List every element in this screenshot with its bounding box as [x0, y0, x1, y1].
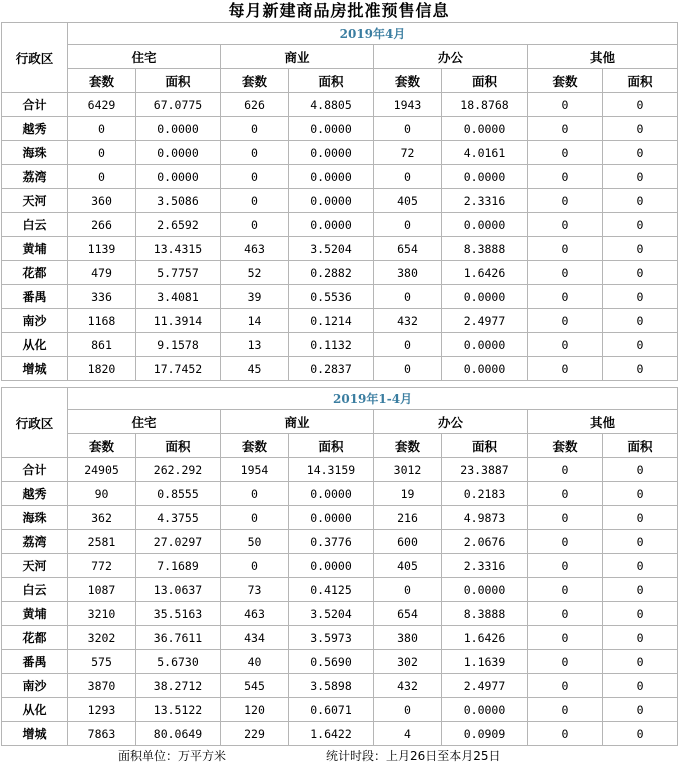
- count-cell: 3870: [68, 674, 136, 698]
- area-cell: 8.3888: [442, 237, 528, 261]
- area-cell: 0: [603, 482, 678, 506]
- area-cell: 0.1132: [289, 333, 374, 357]
- area-cell: 3.5973: [289, 626, 374, 650]
- count-cell: 0: [221, 482, 289, 506]
- count-cell: 0: [528, 309, 603, 333]
- area-cell: 0: [603, 165, 678, 189]
- count-cell: 302: [374, 650, 442, 674]
- area-cell: 4.9873: [442, 506, 528, 530]
- area-cell: 3.5204: [289, 237, 374, 261]
- area-cell: 11.3914: [136, 309, 221, 333]
- count-cell: 3202: [68, 626, 136, 650]
- count-cell: 3012: [374, 458, 442, 482]
- area-cell: 0: [603, 117, 678, 141]
- district-name: 黄埔: [2, 602, 68, 626]
- district-name: 黄埔: [2, 237, 68, 261]
- area-cell: 4.3755: [136, 506, 221, 530]
- count-cell: 463: [221, 602, 289, 626]
- area-cell: 3.5898: [289, 674, 374, 698]
- group-header: 商业: [221, 45, 374, 69]
- area-cell: 0.0000: [289, 141, 374, 165]
- count-cell: 772: [68, 554, 136, 578]
- district-name: 从化: [2, 333, 68, 357]
- count-cell: 654: [374, 602, 442, 626]
- area-cell: 3.5086: [136, 189, 221, 213]
- area-cell: 0.0000: [136, 165, 221, 189]
- area-cell: 0: [603, 722, 678, 746]
- area-cell: 3.5204: [289, 602, 374, 626]
- count-cell: 463: [221, 237, 289, 261]
- area-cell: 2.6592: [136, 213, 221, 237]
- group-header: 办公: [374, 45, 528, 69]
- area-cell: 0: [603, 674, 678, 698]
- area-cell: 0.0000: [442, 213, 528, 237]
- area-header: 面积: [136, 69, 221, 93]
- district-name: 南沙: [2, 309, 68, 333]
- count-cell: 479: [68, 261, 136, 285]
- area-cell: 0: [603, 650, 678, 674]
- count-cell: 0: [374, 213, 442, 237]
- area-cell: 0.0000: [136, 141, 221, 165]
- count-cell: 0: [221, 213, 289, 237]
- count-cell: 362: [68, 506, 136, 530]
- area-cell: 2.0676: [442, 530, 528, 554]
- district-name: 增城: [2, 722, 68, 746]
- district-name: 白云: [2, 213, 68, 237]
- table-row: [2, 554, 678, 578]
- area-header: 面积: [442, 69, 528, 93]
- count-cell: 575: [68, 650, 136, 674]
- district-name: 花都: [2, 261, 68, 285]
- count-cell: 14: [221, 309, 289, 333]
- count-cell: 266: [68, 213, 136, 237]
- area-cell: 2.3316: [442, 189, 528, 213]
- count-cell: 0: [528, 93, 603, 117]
- count-cell: 0: [528, 333, 603, 357]
- count-cell: 434: [221, 626, 289, 650]
- count-cell: 0: [528, 722, 603, 746]
- footer: [0, 746, 678, 766]
- area-cell: 13.5122: [136, 698, 221, 722]
- area-header: 面积: [603, 434, 678, 458]
- area-cell: 0: [603, 626, 678, 650]
- count-cell: 0: [221, 141, 289, 165]
- district-name: 花都: [2, 626, 68, 650]
- table-row: [2, 285, 678, 309]
- count-cell: 45: [221, 357, 289, 381]
- area-cell: 0.0000: [442, 285, 528, 309]
- area-cell: 23.3887: [442, 458, 528, 482]
- count-header: 套数: [528, 69, 603, 93]
- count-cell: 0: [528, 357, 603, 381]
- area-cell: 27.0297: [136, 530, 221, 554]
- count-cell: 0: [528, 141, 603, 165]
- report-sections: [0, 22, 678, 746]
- count-cell: 90: [68, 482, 136, 506]
- count-cell: 626: [221, 93, 289, 117]
- area-cell: 0: [603, 333, 678, 357]
- district-name: 海珠: [2, 506, 68, 530]
- district-name: 越秀: [2, 482, 68, 506]
- count-cell: 0: [528, 482, 603, 506]
- area-cell: 0.2183: [442, 482, 528, 506]
- area-header: 面积: [289, 434, 374, 458]
- area-cell: 0: [603, 578, 678, 602]
- count-cell: 19: [374, 482, 442, 506]
- count-cell: 432: [374, 674, 442, 698]
- area-cell: 0: [603, 698, 678, 722]
- district-name: 越秀: [2, 117, 68, 141]
- table-row: [2, 165, 678, 189]
- table-row: [2, 309, 678, 333]
- district-name: 天河: [2, 554, 68, 578]
- area-cell: 0.6071: [289, 698, 374, 722]
- area-cell: 0.2837: [289, 357, 374, 381]
- area-cell: 0.8555: [136, 482, 221, 506]
- count-cell: 1139: [68, 237, 136, 261]
- count-cell: 0: [374, 578, 442, 602]
- count-cell: 0: [68, 141, 136, 165]
- count-cell: 24905: [68, 458, 136, 482]
- group-header: 其他: [528, 410, 678, 434]
- count-cell: 1168: [68, 309, 136, 333]
- area-cell: 0.0000: [442, 165, 528, 189]
- area-cell: 0.5536: [289, 285, 374, 309]
- count-cell: 0: [528, 626, 603, 650]
- count-header: 套数: [528, 434, 603, 458]
- area-cell: 18.8768: [442, 93, 528, 117]
- table-row: [2, 93, 678, 117]
- count-cell: 0: [374, 117, 442, 141]
- area-cell: 0.3776: [289, 530, 374, 554]
- count-cell: 0: [374, 165, 442, 189]
- area-cell: 0: [603, 357, 678, 381]
- area-cell: 0: [603, 530, 678, 554]
- count-header: 套数: [374, 69, 442, 93]
- count-cell: 0: [374, 357, 442, 381]
- presale-table: [1, 22, 678, 381]
- area-cell: 5.6730: [136, 650, 221, 674]
- count-cell: 432: [374, 309, 442, 333]
- period-row: [2, 388, 678, 410]
- group-header-row: [2, 410, 678, 434]
- count-cell: 0: [528, 578, 603, 602]
- area-cell: 2.4977: [442, 674, 528, 698]
- count-header: 套数: [221, 69, 289, 93]
- table-row: [2, 698, 678, 722]
- table-row: [2, 261, 678, 285]
- district-name: 合计: [2, 93, 68, 117]
- count-cell: 0: [374, 698, 442, 722]
- area-cell: 14.3159: [289, 458, 374, 482]
- table-row: [2, 506, 678, 530]
- area-cell: 0.0000: [289, 117, 374, 141]
- district-name: 天河: [2, 189, 68, 213]
- table-row: [2, 530, 678, 554]
- count-cell: 0: [528, 213, 603, 237]
- area-header: 面积: [603, 69, 678, 93]
- count-header: 套数: [68, 434, 136, 458]
- count-cell: 0: [528, 650, 603, 674]
- count-cell: 380: [374, 261, 442, 285]
- area-cell: 67.0775: [136, 93, 221, 117]
- table-row: [2, 237, 678, 261]
- group-header: 住宅: [68, 410, 221, 434]
- count-cell: 2581: [68, 530, 136, 554]
- district-name: 荔湾: [2, 165, 68, 189]
- count-cell: 40: [221, 650, 289, 674]
- area-cell: 80.0649: [136, 722, 221, 746]
- area-cell: 0.0000: [442, 333, 528, 357]
- count-cell: 0: [221, 554, 289, 578]
- area-cell: 0: [603, 309, 678, 333]
- area-cell: 0: [603, 554, 678, 578]
- table-row: [2, 602, 678, 626]
- count-header: 套数: [68, 69, 136, 93]
- count-cell: 0: [221, 117, 289, 141]
- count-cell: 0: [221, 506, 289, 530]
- area-cell: 17.7452: [136, 357, 221, 381]
- count-cell: 0: [528, 458, 603, 482]
- count-cell: 336: [68, 285, 136, 309]
- area-cell: 4.8805: [289, 93, 374, 117]
- area-cell: 0.1214: [289, 309, 374, 333]
- count-header: 套数: [221, 434, 289, 458]
- table-row: [2, 333, 678, 357]
- table-row: [2, 626, 678, 650]
- count-cell: 600: [374, 530, 442, 554]
- count-cell: 13: [221, 333, 289, 357]
- area-cell: 0.0000: [289, 213, 374, 237]
- district-name: 番禺: [2, 285, 68, 309]
- table-row: [2, 213, 678, 237]
- period-label: 2019年1-4月: [68, 388, 678, 410]
- area-cell: 0.5690: [289, 650, 374, 674]
- count-cell: 654: [374, 237, 442, 261]
- table-row: [2, 357, 678, 381]
- count-cell: 0: [528, 554, 603, 578]
- area-cell: 38.2712: [136, 674, 221, 698]
- district-name: 合计: [2, 458, 68, 482]
- table-row: [2, 578, 678, 602]
- count-cell: 405: [374, 189, 442, 213]
- area-cell: 0: [603, 237, 678, 261]
- area-cell: 13.0637: [136, 578, 221, 602]
- area-cell: 262.292: [136, 458, 221, 482]
- table-row: [2, 722, 678, 746]
- page-title: 每月新建商品房批准预售信息: [228, 1, 450, 20]
- presale-table: [1, 387, 678, 746]
- area-cell: 2.4977: [442, 309, 528, 333]
- count-cell: 7863: [68, 722, 136, 746]
- count-cell: 72: [374, 141, 442, 165]
- count-cell: 73: [221, 578, 289, 602]
- count-cell: 0: [528, 117, 603, 141]
- count-cell: 1293: [68, 698, 136, 722]
- area-cell: 0.0909: [442, 722, 528, 746]
- count-cell: 216: [374, 506, 442, 530]
- count-cell: 0: [528, 165, 603, 189]
- count-cell: 380: [374, 626, 442, 650]
- count-cell: 1087: [68, 578, 136, 602]
- count-cell: 0: [528, 189, 603, 213]
- area-cell: 2.3316: [442, 554, 528, 578]
- area-cell: 9.1578: [136, 333, 221, 357]
- group-header: 其他: [528, 45, 678, 69]
- count-cell: 1954: [221, 458, 289, 482]
- table-row: [2, 674, 678, 698]
- statistics-period-note: 统计时段：上月26日至本月25日: [326, 749, 501, 763]
- area-cell: 1.6426: [442, 261, 528, 285]
- count-cell: 50: [221, 530, 289, 554]
- area-cell: 0.0000: [289, 165, 374, 189]
- count-cell: 0: [68, 165, 136, 189]
- area-cell: 0.0000: [442, 117, 528, 141]
- sub-header-row: [2, 69, 678, 93]
- table-row: [2, 650, 678, 674]
- area-cell: 0.0000: [289, 189, 374, 213]
- count-cell: 3210: [68, 602, 136, 626]
- area-cell: 0: [603, 506, 678, 530]
- table-row: [2, 482, 678, 506]
- count-cell: 861: [68, 333, 136, 357]
- area-cell: 0.0000: [289, 506, 374, 530]
- area-cell: 3.4081: [136, 285, 221, 309]
- area-cell: 0.0000: [442, 357, 528, 381]
- table-row: [2, 141, 678, 165]
- count-cell: 0: [528, 506, 603, 530]
- count-cell: 0: [528, 602, 603, 626]
- table-row: [2, 189, 678, 213]
- area-header: 面积: [442, 434, 528, 458]
- area-unit-note: 面积单位：万平方米: [118, 749, 227, 763]
- area-cell: 0: [603, 458, 678, 482]
- area-cell: 0: [603, 93, 678, 117]
- sub-header-row: [2, 434, 678, 458]
- district-name: 海珠: [2, 141, 68, 165]
- area-cell: 1.1639: [442, 650, 528, 674]
- area-cell: 36.7611: [136, 626, 221, 650]
- count-cell: 0: [528, 285, 603, 309]
- area-cell: 1.6426: [442, 626, 528, 650]
- count-cell: 4: [374, 722, 442, 746]
- count-cell: 6429: [68, 93, 136, 117]
- count-cell: 1943: [374, 93, 442, 117]
- area-cell: 0: [603, 602, 678, 626]
- area-cell: 8.3888: [442, 602, 528, 626]
- count-cell: 360: [68, 189, 136, 213]
- area-cell: 5.7757: [136, 261, 221, 285]
- count-cell: 0: [221, 189, 289, 213]
- count-cell: 0: [374, 333, 442, 357]
- count-header: 套数: [374, 434, 442, 458]
- area-cell: 4.0161: [442, 141, 528, 165]
- count-cell: 0: [68, 117, 136, 141]
- count-cell: 0: [528, 530, 603, 554]
- district-name: 从化: [2, 698, 68, 722]
- count-cell: 120: [221, 698, 289, 722]
- group-header: 办公: [374, 410, 528, 434]
- table-row: [2, 117, 678, 141]
- area-cell: 0.0000: [136, 117, 221, 141]
- count-cell: 0: [528, 674, 603, 698]
- group-header: 商业: [221, 410, 374, 434]
- district-name: 荔湾: [2, 530, 68, 554]
- area-cell: 0.2882: [289, 261, 374, 285]
- group-header: 住宅: [68, 45, 221, 69]
- count-cell: 0: [528, 698, 603, 722]
- count-cell: 1820: [68, 357, 136, 381]
- area-cell: 0.0000: [442, 578, 528, 602]
- count-cell: 545: [221, 674, 289, 698]
- period-row: [2, 23, 678, 45]
- count-cell: 0: [528, 237, 603, 261]
- count-cell: 405: [374, 554, 442, 578]
- count-cell: 39: [221, 285, 289, 309]
- district-name: 南沙: [2, 674, 68, 698]
- district-name: 增城: [2, 357, 68, 381]
- area-cell: 0: [603, 285, 678, 309]
- table-row: [2, 458, 678, 482]
- district-name: 番禺: [2, 650, 68, 674]
- area-cell: 0.0000: [289, 554, 374, 578]
- area-cell: 1.6422: [289, 722, 374, 746]
- count-cell: 229: [221, 722, 289, 746]
- area-cell: 0: [603, 189, 678, 213]
- area-cell: 0: [603, 213, 678, 237]
- area-cell: 0.4125: [289, 578, 374, 602]
- district-header: 行政区: [2, 23, 68, 93]
- group-header-row: [2, 45, 678, 69]
- area-header: 面积: [289, 69, 374, 93]
- area-cell: 0.0000: [289, 482, 374, 506]
- area-cell: 7.1689: [136, 554, 221, 578]
- area-cell: 0.0000: [442, 698, 528, 722]
- count-cell: 0: [221, 165, 289, 189]
- area-cell: 0: [603, 141, 678, 165]
- count-cell: 0: [374, 285, 442, 309]
- period-label: 2019年4月: [68, 23, 678, 45]
- count-cell: 0: [528, 261, 603, 285]
- district-header: 行政区: [2, 388, 68, 458]
- count-cell: 52: [221, 261, 289, 285]
- area-cell: 13.4315: [136, 237, 221, 261]
- area-header: 面积: [136, 434, 221, 458]
- district-name: 白云: [2, 578, 68, 602]
- area-cell: 0: [603, 261, 678, 285]
- area-cell: 35.5163: [136, 602, 221, 626]
